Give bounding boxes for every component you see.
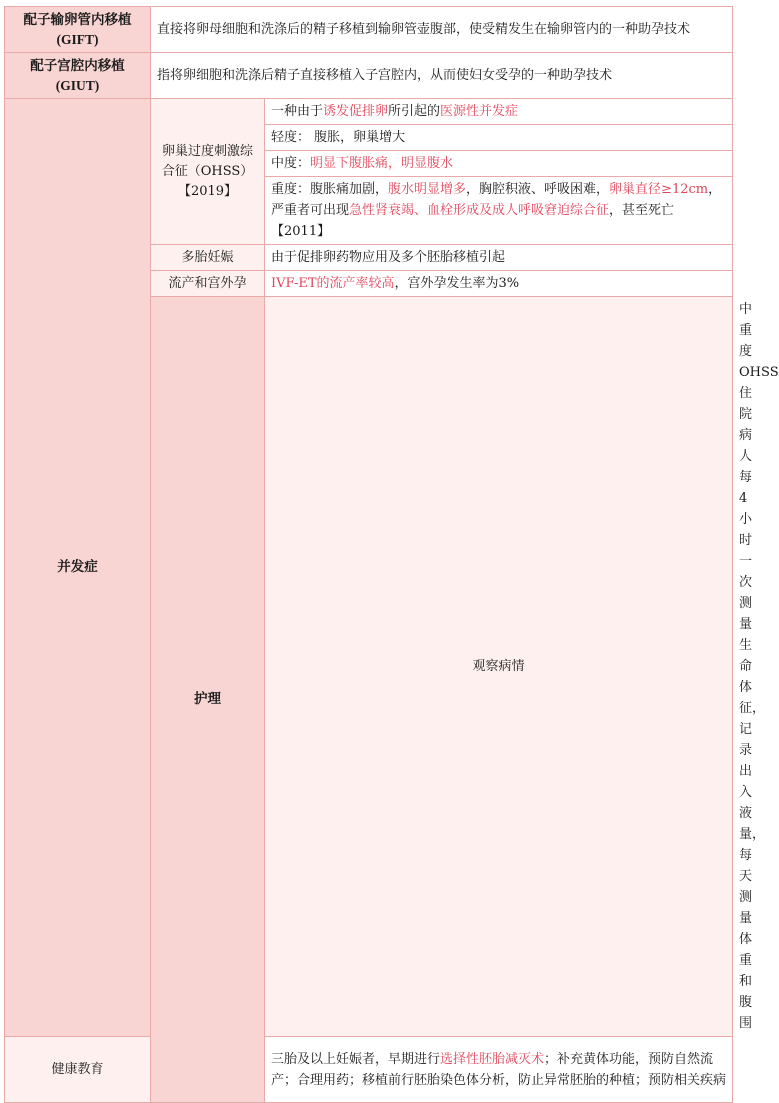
ohss-severe-r2: 卵巢直径≥12cm <box>609 182 709 197</box>
ohss-moderate-prefix: 中度： <box>271 156 311 171</box>
nursing-label: 护理 <box>151 297 265 1103</box>
row-education <box>5 1037 733 1103</box>
miscarriage-highlight: IVF-ET的流产率较高 <box>271 276 395 291</box>
ohss-intro-prefix: 一种由于 <box>271 104 324 119</box>
notes-table <box>4 6 779 1103</box>
education-highlight: 选择性胚胎减灭术 <box>440 1051 545 1067</box>
miscarriage-label: 流产和宫外孕 <box>151 271 265 297</box>
ohss-moderate-highlight: 明显下腹胀痛，明显腹水 <box>310 156 454 171</box>
ohss-severe-r1: 腹水明显增多 <box>388 182 467 197</box>
giut-label: 配子宫腔内移植 <box>30 57 125 74</box>
ohss-severe <box>265 177 733 245</box>
row-giut <box>5 53 733 99</box>
ohss-intro-mid: 所引起的 <box>388 104 441 119</box>
giut-abbr: (GIUT) <box>55 77 100 93</box>
observe-label: 观察病情 <box>265 297 733 1037</box>
ohss-mild: 轻度： 腹胀，卵巢增大 <box>265 125 733 151</box>
education-rest: ；补充黄体功能，预防自然流产；合理用药；移植前行胚胎染色体分析，防止异常胚胎的种植；预防相关疾病 <box>271 1051 727 1088</box>
ohss-intro <box>265 99 733 125</box>
ohss-severe-p3: ，严重者可出现 <box>271 182 722 218</box>
complications-label: 并发症 <box>5 99 151 1037</box>
ohss-severe-p1: 重度：腹胀痛加剧， <box>271 182 389 197</box>
multiple-label: 多胎妊娠 <box>151 245 265 271</box>
gift-label: 配子输卵管内移植 <box>23 11 132 28</box>
multiple-text: 由于促排卵药物应用及多个胚胎移植引起 <box>265 245 733 271</box>
gift-abbr: (GIFT) <box>56 31 99 47</box>
row-gift <box>5 7 733 53</box>
miscarriage-text <box>265 271 733 297</box>
ohss-severe-p2: ，胸腔积液、呼吸困难， <box>466 182 610 197</box>
miscarriage-rest: ，宫外孕发生率为3% <box>394 276 520 291</box>
ohss-severe-p4: ，甚至死亡【2011】 <box>271 203 675 239</box>
row-ohss-intro <box>5 99 733 125</box>
ohss-moderate <box>265 151 733 177</box>
ohss-severe-r3: 急性肾衰竭、血栓形成及成人呼吸窘迫综合征 <box>349 203 610 218</box>
giut-definition: 指将卵细胞和洗涤后精子直接移植入子宫腔内，从而使妇女受孕的一种助孕技术 <box>151 53 733 99</box>
gift-definition: 直接将卵母细胞和洗涤后的精子移植到输卵管壶腹部，使受精发生在输卵管内的一种助孕技术 <box>151 7 733 53</box>
education-text <box>265 1037 733 1103</box>
education-prefix: 三胎及以上妊娠者，早期进行 <box>271 1051 441 1067</box>
ohss-intro-highlight-1: 诱发促排卵 <box>323 104 389 119</box>
giut-label-cell <box>5 53 151 99</box>
education-label: 健康教育 <box>5 1037 151 1103</box>
ohss-intro-highlight-2: 医源性并发症 <box>440 104 519 119</box>
row-observe: 护理 观察病情 中重度OHSS住院病人每4小时一次测量生命体征，记录出入液量，每天测量体重和腹围 <box>5 297 733 1037</box>
ohss-label-cell <box>151 99 265 245</box>
gift-label-cell <box>5 7 151 53</box>
ohss-label: 卵巢过度刺激综合征（OHSS） <box>161 143 254 179</box>
ohss-year: 【2019】 <box>177 183 238 199</box>
